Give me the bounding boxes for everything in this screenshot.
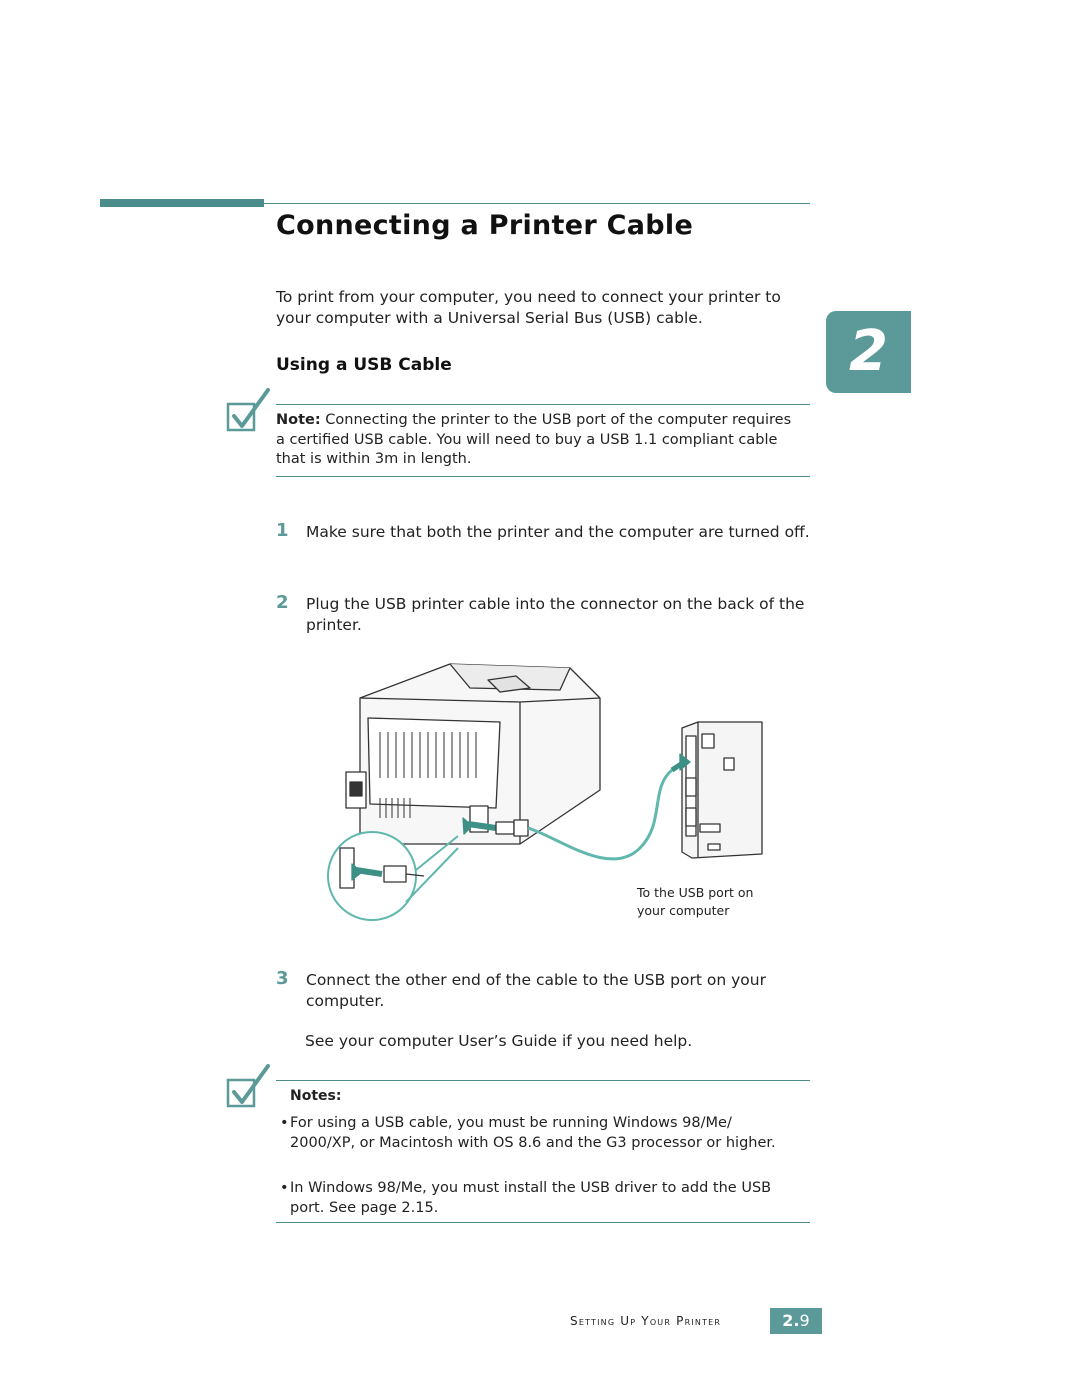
note-rule-bottom bbox=[276, 476, 810, 477]
help-text: See your computer User’s Guide if you need help. bbox=[305, 1032, 693, 1050]
notes-label: Notes: bbox=[290, 1088, 342, 1104]
step-text: Plug the USB printer cable into the connector on the back of the printer. bbox=[306, 595, 805, 634]
step-text: Connect the other end of the cable to the USB port on your computer. bbox=[306, 971, 766, 1010]
intro-paragraph: To print from your computer, you need to connect your printer to your computer with a Universal Serial Bus (USB) cable. bbox=[276, 288, 781, 327]
illustration-caption: To the USB port on your computer bbox=[637, 885, 754, 918]
bullet-icon: • bbox=[280, 1180, 289, 1196]
note-check-icon bbox=[222, 386, 272, 436]
page-chapter: 2. bbox=[782, 1311, 800, 1330]
notes-item-text: In Windows 98/Me, you must install the USB driver to add the USB port. See page 2.15. bbox=[290, 1180, 772, 1216]
section-title: Using a USB Cable bbox=[276, 355, 452, 375]
bullet-icon: • bbox=[280, 1115, 289, 1131]
chapter-tab: 2 bbox=[826, 311, 911, 393]
step-number: 1 bbox=[276, 520, 289, 541]
page-number bbox=[770, 1308, 822, 1334]
page-title: Connecting a Printer Cable bbox=[276, 210, 694, 241]
header-rule-thick bbox=[100, 199, 264, 207]
step-number: 2 bbox=[276, 592, 289, 613]
step-text: Make sure that both the printer and the computer are turned off. bbox=[306, 523, 810, 541]
notes-item bbox=[280, 1179, 800, 1218]
note-text bbox=[276, 411, 796, 470]
notes-item-text: For using a USB cable, you must be running Windows 98/Me/ 2000/XP, or Macintosh with OS 8.6 and the G3 processor or higher. bbox=[290, 1115, 776, 1151]
step-1 bbox=[276, 522, 816, 543]
note-label: Note: bbox=[276, 412, 321, 428]
step-number: 3 bbox=[276, 968, 289, 989]
page-num: 9 bbox=[799, 1311, 810, 1330]
footer-section-title: Setting Up Your Printer bbox=[570, 1314, 722, 1328]
notes-check-icon bbox=[222, 1062, 272, 1112]
notes-rule-bottom bbox=[276, 1222, 810, 1223]
notes-rule-top bbox=[276, 1080, 810, 1081]
step-2 bbox=[276, 594, 816, 636]
note-rule-top bbox=[276, 404, 810, 405]
step-3 bbox=[276, 970, 816, 1012]
notes-item bbox=[280, 1114, 800, 1153]
note-body: Connecting the printer to the USB port of the computer requires a certified USB cable. You will need to buy a USB 1.1 compliant cable that is within 3m in length. bbox=[276, 412, 792, 467]
header-rule-thin bbox=[264, 203, 810, 204]
